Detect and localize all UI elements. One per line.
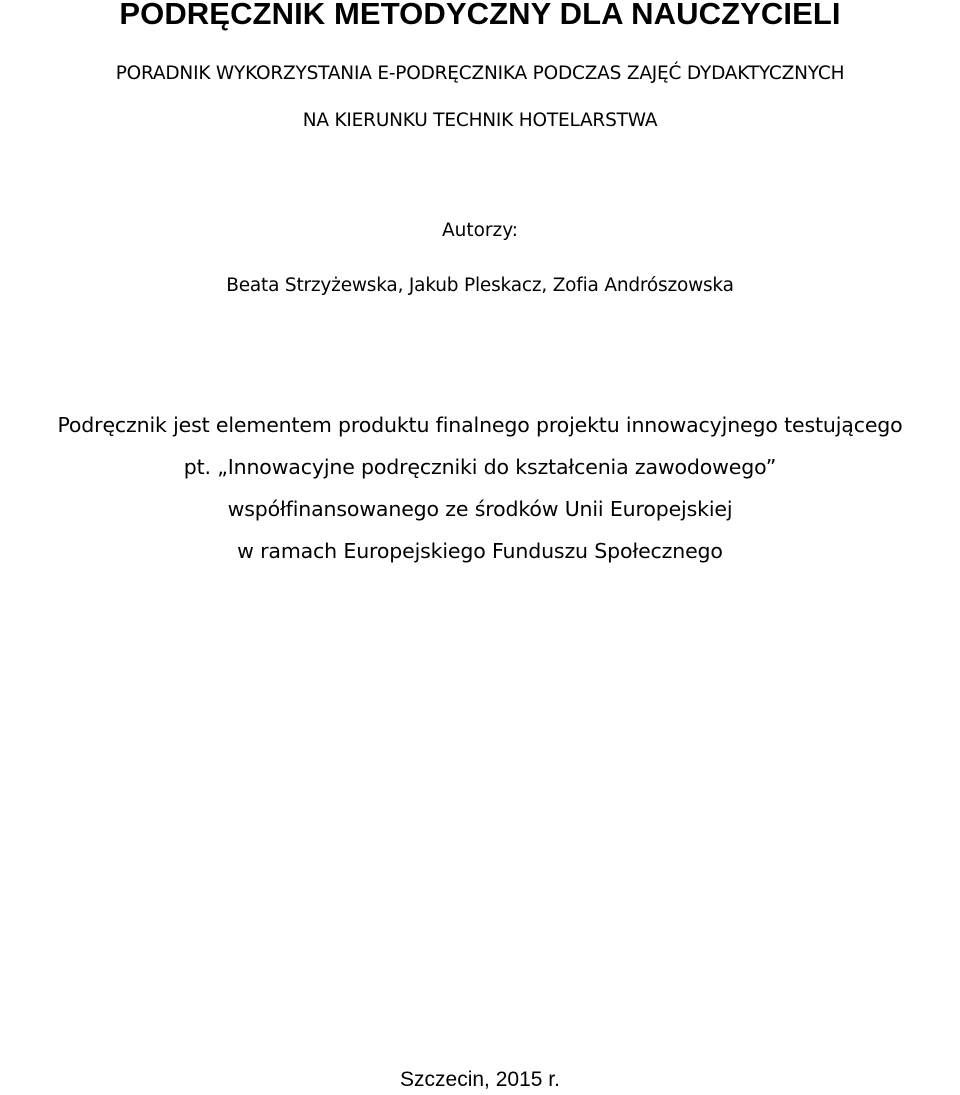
place-date: Szczecin, 2015 r. [400,1068,560,1091]
description-line-4: w ramach Europejskiego Funduszu Społecznego [237,539,723,563]
description-line-1: Podręcznik jest elementem produktu finalnego projektu innowacyjnego testującego [57,413,903,437]
description-line-3: współfinansowanego ze środków Unii Europejskiej [227,497,733,521]
subtitle-line-2: NA KIERUNKU TECHNIK HOTELARSTWA [302,110,658,131]
authors-label: Autorzy: [441,220,519,241]
description-line-2: pt. „Innowacyjne podręczniki do kształcenia zawodowego” [183,455,777,479]
document-title: PODRĘCZNIK METODYCZNY DLA NAUCZYCIELI [119,0,841,31]
subtitle-line-1: PORADNIK WYKORZYSTANIA E-PODRĘCZNIKA PODCZAS ZAJĘĆ DYDAKTYCZNYCH [115,63,845,84]
authors-names: Beata Strzyżewska, Jakub Pleskacz, Zofia Andrószowska [226,275,734,296]
